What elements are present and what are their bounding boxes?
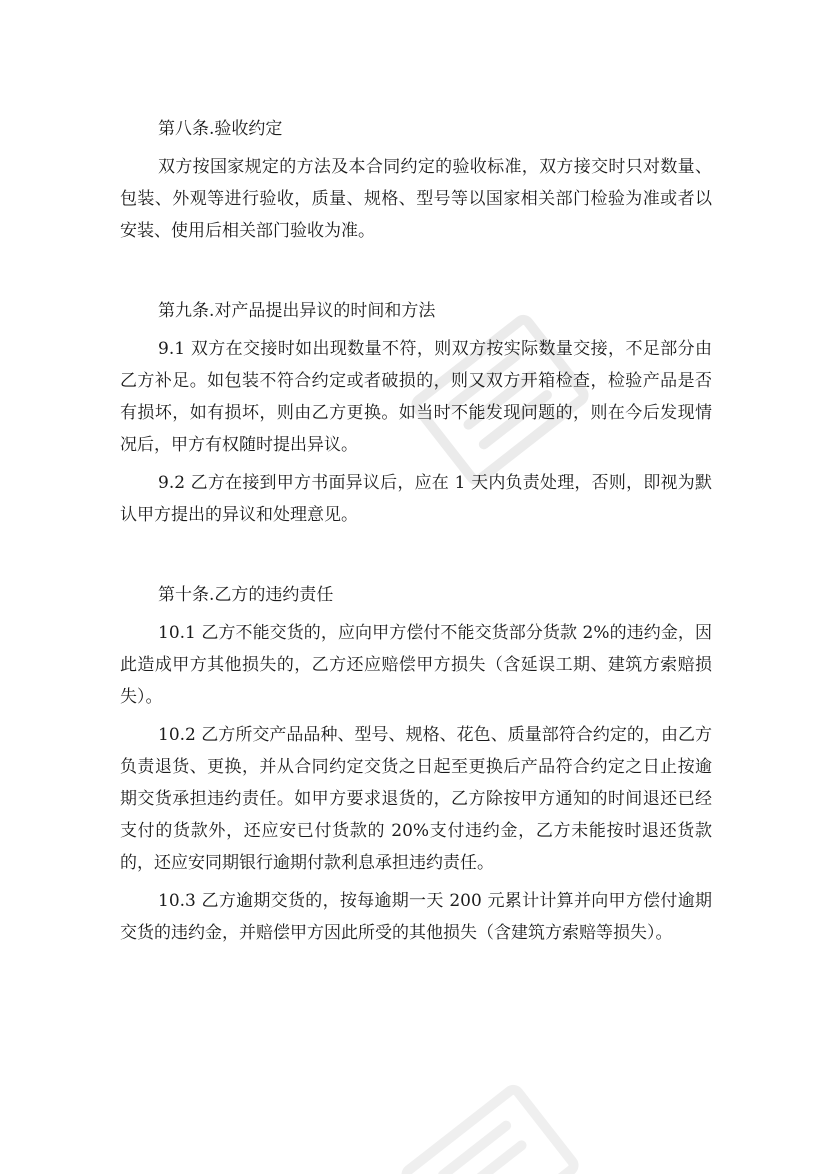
section-article-8 <box>120 113 712 247</box>
paragraph: 双方按国家规定的方法及本合同约定的验收标准，双方接交时只对数量、包装、外观等进行验收，质量、规格、型号等以国家相关部门检验为准或者以安装、使用后相关部门验收为准。 <box>120 157 712 241</box>
section-heading: 第八条.验收约定 <box>158 119 283 139</box>
paragraph: 9.1 双方在交接时如出现数量不符，则双方按实际数量交接，不足部分由乙方补足。如包装不符合约定或者破损的，则又双方开箱检查，检验产品是否有损坏，如有损坏，则由乙方更换。如当时不能发现问题的，则在今后发现情况后，甲方有权随时提出异议。 <box>120 339 712 455</box>
paragraph: 10.1 乙方不能交货的，应向甲方偿付不能交货部分货款 2%的违约金，因此造成甲方其他损失的，乙方还应赔偿甲方损失（含延误工期、建筑方索赔损失）。 <box>120 623 712 707</box>
paragraph: 10.3 乙方逾期交货的，按每逾期一天 200 元累计计算并向甲方偿付逾期交货的违约金，并赔偿甲方因此所受的其他损失（含建筑方索赔等损失）。 <box>120 891 712 943</box>
paragraph: 9.2 乙方在接到甲方书面异议后，应在 1 天内负责处理，否则，即视为默认甲方提出的异议和处理意见。 <box>120 473 712 525</box>
section-article-9 <box>120 295 712 531</box>
section-heading: 第十条.乙方的违约责任 <box>158 585 334 605</box>
paragraph: 10.2 乙方所交产品品种、型号、规格、花色、质量部符合约定的，由乙方负责退货、更换，并从合同约定交货之日起至更换后产品符合约定之日止按逾期交货承担违约责任。如甲方要求退货的，乙方除按甲方通知的时间退还已经支付的货款外，还应安已付货款的 20%支付违约金，乙方未能按时退还货款的，还应安同期银行逾期付款利息承担违约责任。 <box>120 725 712 873</box>
section-heading: 第九条.对产品提出异议的时间和方法 <box>158 301 436 321</box>
watermark-stamp-bottom <box>380 1070 600 1174</box>
document-body <box>120 113 712 949</box>
section-article-10 <box>120 579 712 949</box>
